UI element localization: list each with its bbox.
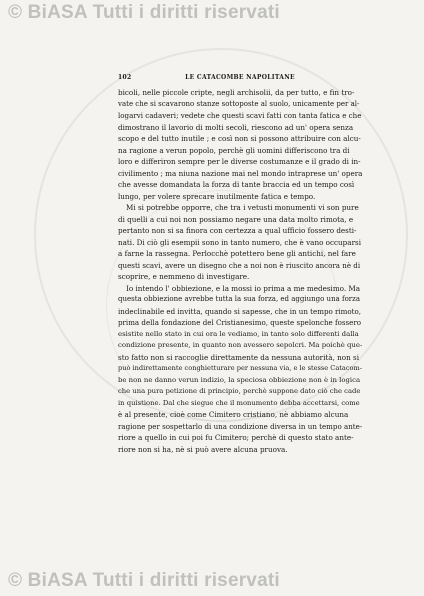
text-line: nati. Di ciò gli esempii sono in tanto numero, che è vano occuparsi: [118, 237, 361, 247]
text-line: Io intendo l' obbiezione, e la mossi io prima a me medesimo. Ma: [126, 283, 361, 293]
text-line: pertanto non si sa finora con certezza a qual ufficio fossero desti-: [118, 226, 357, 235]
text-line: a farne la rassegna. Perlocchè potettero bene gli antichi, nel fare: [118, 249, 356, 258]
text-line: questi scavi, avere un disegno che a noi non è riuscito ancora nè di: [118, 260, 361, 270]
text-line: vate che si scavarono stanze sottoposte al suolo, unicamente per al-: [118, 99, 360, 108]
watermark-top: © BiASA Tutti i diritti riservati: [8, 2, 280, 23]
header-spacer: [342, 74, 362, 81]
running-title: LE CATACOMBE NAPOLITANE: [185, 74, 295, 81]
text-line: in quistione. Dal che siegue che il monumento debba accettarsi, come: [118, 398, 360, 407]
text-line: questa obbiezione avrebbe tutta la sua forza, ed aggiungo una forza: [118, 295, 360, 303]
text-line: riore non si ha, nè si può avere alcuna pruova.: [118, 444, 288, 454]
running-header: [118, 74, 362, 81]
text-line: logarvi cadaveri; vedete che questi scavi fatti con tanta fatica e che: [118, 111, 362, 120]
text-line: civilimento ; ma niuna nazione mai nel mondo intraprese un' opera: [118, 168, 362, 178]
text-line: è al presente, cioè come Cimitero cristiano, nè abbiamo alcuna: [118, 410, 349, 419]
text-line: Mi si potrebbe opporre, che tra i vetusti monumenti vi son pure: [126, 203, 359, 212]
text-line: di quelli a cui noi non possiamo negare una data molto rimota, e: [118, 214, 354, 224]
text-line: scoprire, e nemmeno di investigare.: [118, 272, 250, 281]
page-number: 102: [118, 74, 132, 81]
watermark-bottom: © BiASA Tutti i diritti riservati: [8, 570, 280, 591]
body-text: [118, 87, 362, 455]
text-line: dimostrano il lavorio di molti secoli, riescono ad un' opera senza: [118, 122, 354, 132]
text-line: esistite nello stato in cui ora le vediamo, in tanto solo differenti dalla: [118, 329, 359, 338]
text-line: be non ne danno verun indizio, la speciosa obbiezione non è in logica: [118, 375, 361, 384]
text-line: può indirettamente conghietturare per nessuna via, e le stesse Catacom-: [118, 364, 362, 372]
book-page: [118, 74, 362, 455]
text-line: bicoli, nelle piccole cripte, negli archisolii, da per tutto, e fin tro-: [118, 88, 355, 97]
text-line: condizione presente, in quanto non avessero sepolcri. Ma poichè que-: [118, 341, 362, 349]
text-line: ragione per sospettarlo di una condizione diversa in un tempo ante-: [118, 421, 362, 431]
text-line: lungo, per volere sprecare inutilmente fatica e tempo.: [118, 191, 316, 201]
text-line: scopo e del tutto inutile ; e così non si possono attribuire con alcu-: [118, 134, 361, 143]
text-line: riore a quello in cui poi fu Cimitero; perchè di questo stato ante-: [118, 433, 354, 442]
text-line: che avesse domandata la forza di tante braccia ed un tempo così: [118, 180, 355, 189]
text-line: prima della fondazione del Cristianesimo, queste spelonche fossero: [118, 318, 361, 327]
text-line: na ragione a verun popolo, perchè gli uomini differiscono tra di: [118, 145, 350, 155]
text-line: sto fatto non si raccoglie direttamente da nessuna autorità, non si: [118, 352, 359, 362]
text-line: che una pura petizione di principio, perchè suppone dato ciò che cade: [118, 387, 361, 395]
text-line: indeclinabile ed invitta, quando si sapesse, che in un tempo rimoto,: [118, 306, 362, 316]
text-line: loro e differiron sempre per le diverse costumanze e il grado di in-: [118, 157, 361, 166]
